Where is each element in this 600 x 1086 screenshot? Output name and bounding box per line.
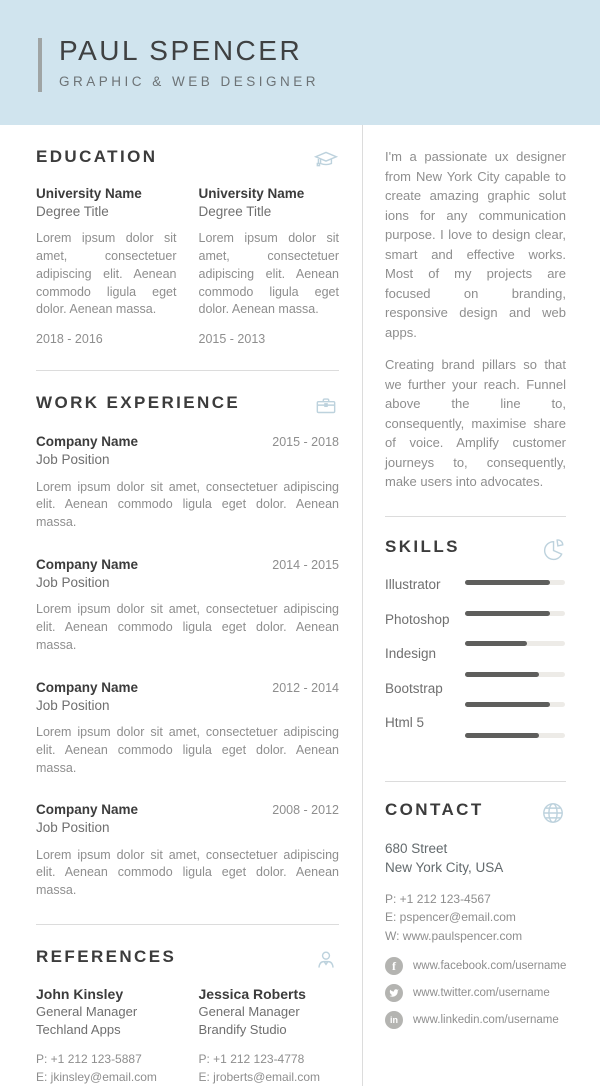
- work-experience-heading: WORK EXPERIENCE: [36, 393, 241, 413]
- twitter-icon: [385, 984, 403, 1002]
- work-dates: 2015 - 2018: [272, 435, 339, 450]
- twitter-link[interactable]: [385, 984, 566, 1002]
- education-section: [36, 147, 339, 346]
- social-url: www.linkedin.com/username: [413, 1014, 559, 1027]
- education-entry: [36, 185, 177, 346]
- contact-heading: CONTACT: [385, 799, 484, 819]
- skill-label: Indesign: [385, 645, 437, 661]
- header: [0, 0, 600, 125]
- work-entry: [36, 679, 339, 778]
- social-url: www.facebook.com/username: [413, 960, 567, 973]
- school-name: University Name: [36, 186, 142, 201]
- header-accent-bar: [38, 38, 42, 92]
- skill-bar: [465, 733, 565, 738]
- work-dates: 2008 - 2012: [272, 803, 339, 818]
- degree-title: Degree Title: [36, 204, 109, 220]
- work-description: Lorem ipsum dolor sit amet, consectetuer adipiscing elit. Aenean commodo ligula eget dolor. Aenean massa.: [36, 725, 339, 775]
- references-heading: REFERENCES: [36, 946, 177, 966]
- globe-icon: [540, 800, 566, 826]
- education-dates: 2018 - 2016: [36, 332, 103, 347]
- facebook-link[interactable]: [385, 957, 566, 975]
- skill-bar: [465, 641, 565, 646]
- work-description: Lorem ipsum dolor sit amet, consectetuer adipiscing elit. Aenean commodo ligula eget dolor. Aenean massa.: [36, 602, 339, 652]
- person-icon: [313, 947, 339, 973]
- education-heading: EDUCATION: [36, 147, 158, 166]
- work-dates: 2014 - 2015: [272, 557, 339, 572]
- reference-email[interactable]: E: jkinsley@email.com: [36, 1069, 157, 1084]
- job-position: Job Position: [36, 452, 110, 468]
- company-name: Company Name: [36, 556, 139, 572]
- reference-entry: [36, 985, 177, 1086]
- pie-chart-icon: [540, 537, 566, 563]
- about-paragraph: I'm a passionate ux designer from New York City capable to create amazing graphic solut ions for any communication purpose. I love to design clear, smart and effective works. Most of my projects are focused on branding, responsive design and web apps.: [385, 149, 566, 340]
- work-experience-section: [36, 393, 339, 900]
- job-position: Job Position: [36, 575, 110, 591]
- education-description: Lorem ipsum dolor sit amet, consectetuer adipiscing elit. Aenean commodo ligula eget dolor. Aenean massa.: [36, 231, 177, 317]
- reference-phone: P: +1 212 123-4778: [198, 1052, 305, 1067]
- skill-label: Photoshop: [385, 611, 450, 627]
- education-description: Lorem ipsum dolor sit amet, consectetuer adipiscing elit. Aenean commodo ligula eget dolor. Aenean massa.: [198, 231, 339, 317]
- briefcase-icon: [313, 393, 339, 419]
- section-divider: [385, 516, 566, 517]
- right-column: [363, 125, 600, 1086]
- skills-list: [385, 575, 566, 757]
- school-name: University Name: [198, 186, 305, 201]
- address-line: 680 Street: [385, 840, 448, 856]
- reference-phone: P: +1 212 123-5887: [36, 1052, 142, 1067]
- work-description: Lorem ipsum dolor sit amet, consectetuer adipiscing elit. Aenean commodo ligula eget dolor. Aenean massa.: [36, 847, 339, 898]
- reference-company: Techland Apps: [36, 1021, 121, 1037]
- reference-role: General Manager: [198, 1004, 300, 1020]
- reference-entry: [199, 985, 340, 1086]
- section-divider: [385, 781, 566, 782]
- facebook-icon: [385, 957, 403, 975]
- linkedin-icon: [385, 1011, 403, 1029]
- address-line: New York City, USA: [385, 860, 504, 876]
- work-entry: [36, 556, 339, 655]
- section-divider: [36, 924, 339, 925]
- person-job-title: GRAPHIC & WEB DESIGNER: [59, 73, 320, 89]
- skill-bar: [465, 672, 565, 677]
- contact-phone: P: +1 212 123-4567: [385, 891, 491, 906]
- skill-bar: [465, 580, 565, 585]
- about-paragraph: Creating brand pillars so that we further your reach. Funnel above the line to, consequently, maximise share of voice. Amplify customer journeys to, consequently, make users into advocates.: [385, 357, 566, 489]
- reference-name: Jessica Roberts: [198, 985, 306, 1002]
- education-dates: 2015 - 2013: [198, 332, 266, 347]
- section-divider: [36, 370, 339, 371]
- skill-bar: [465, 611, 565, 616]
- reference-name: John Kinsley: [36, 985, 124, 1002]
- company-name: Company Name: [36, 679, 139, 695]
- job-position: Job Position: [36, 697, 110, 713]
- skill-bar: [465, 702, 565, 707]
- skill-label: Bootstrap: [385, 680, 443, 696]
- work-dates: 2012 - 2014: [272, 680, 339, 695]
- reference-company: Brandify Studio: [198, 1021, 287, 1037]
- work-entry: [36, 433, 339, 532]
- company-name: Company Name: [36, 434, 139, 450]
- skills-section: [385, 537, 566, 757]
- social-url: www.twitter.com/username: [413, 987, 550, 1000]
- contact-website[interactable]: W: www.paulspencer.com: [385, 928, 523, 943]
- contact-email[interactable]: E: pspencer@email.com: [385, 910, 516, 925]
- job-position: Job Position: [36, 820, 110, 836]
- skills-heading: SKILLS: [385, 536, 460, 556]
- person-name: PAUL SPENCER: [59, 35, 303, 67]
- reference-email[interactable]: E: jroberts@email.com: [198, 1069, 321, 1084]
- reference-role: General Manager: [36, 1004, 138, 1020]
- company-name: Company Name: [36, 802, 139, 818]
- skill-label: Illustrator: [385, 576, 441, 592]
- work-description: Lorem ipsum dolor sit amet, consectetuer adipiscing elit. Aenean commodo ligula eget dolor. Aenean massa.: [36, 479, 339, 530]
- social-links: [385, 957, 566, 1029]
- linkedin-link[interactable]: [385, 1011, 566, 1029]
- content: [0, 125, 600, 1086]
- left-column: [0, 125, 363, 1086]
- degree-title: Degree Title: [198, 204, 272, 220]
- references-section: [36, 947, 339, 1086]
- graduation-cap-icon: [313, 147, 339, 173]
- education-entry: [199, 185, 340, 346]
- skill-label: Html 5: [385, 714, 425, 730]
- work-entry: [36, 801, 339, 900]
- contact-section: [385, 800, 566, 1030]
